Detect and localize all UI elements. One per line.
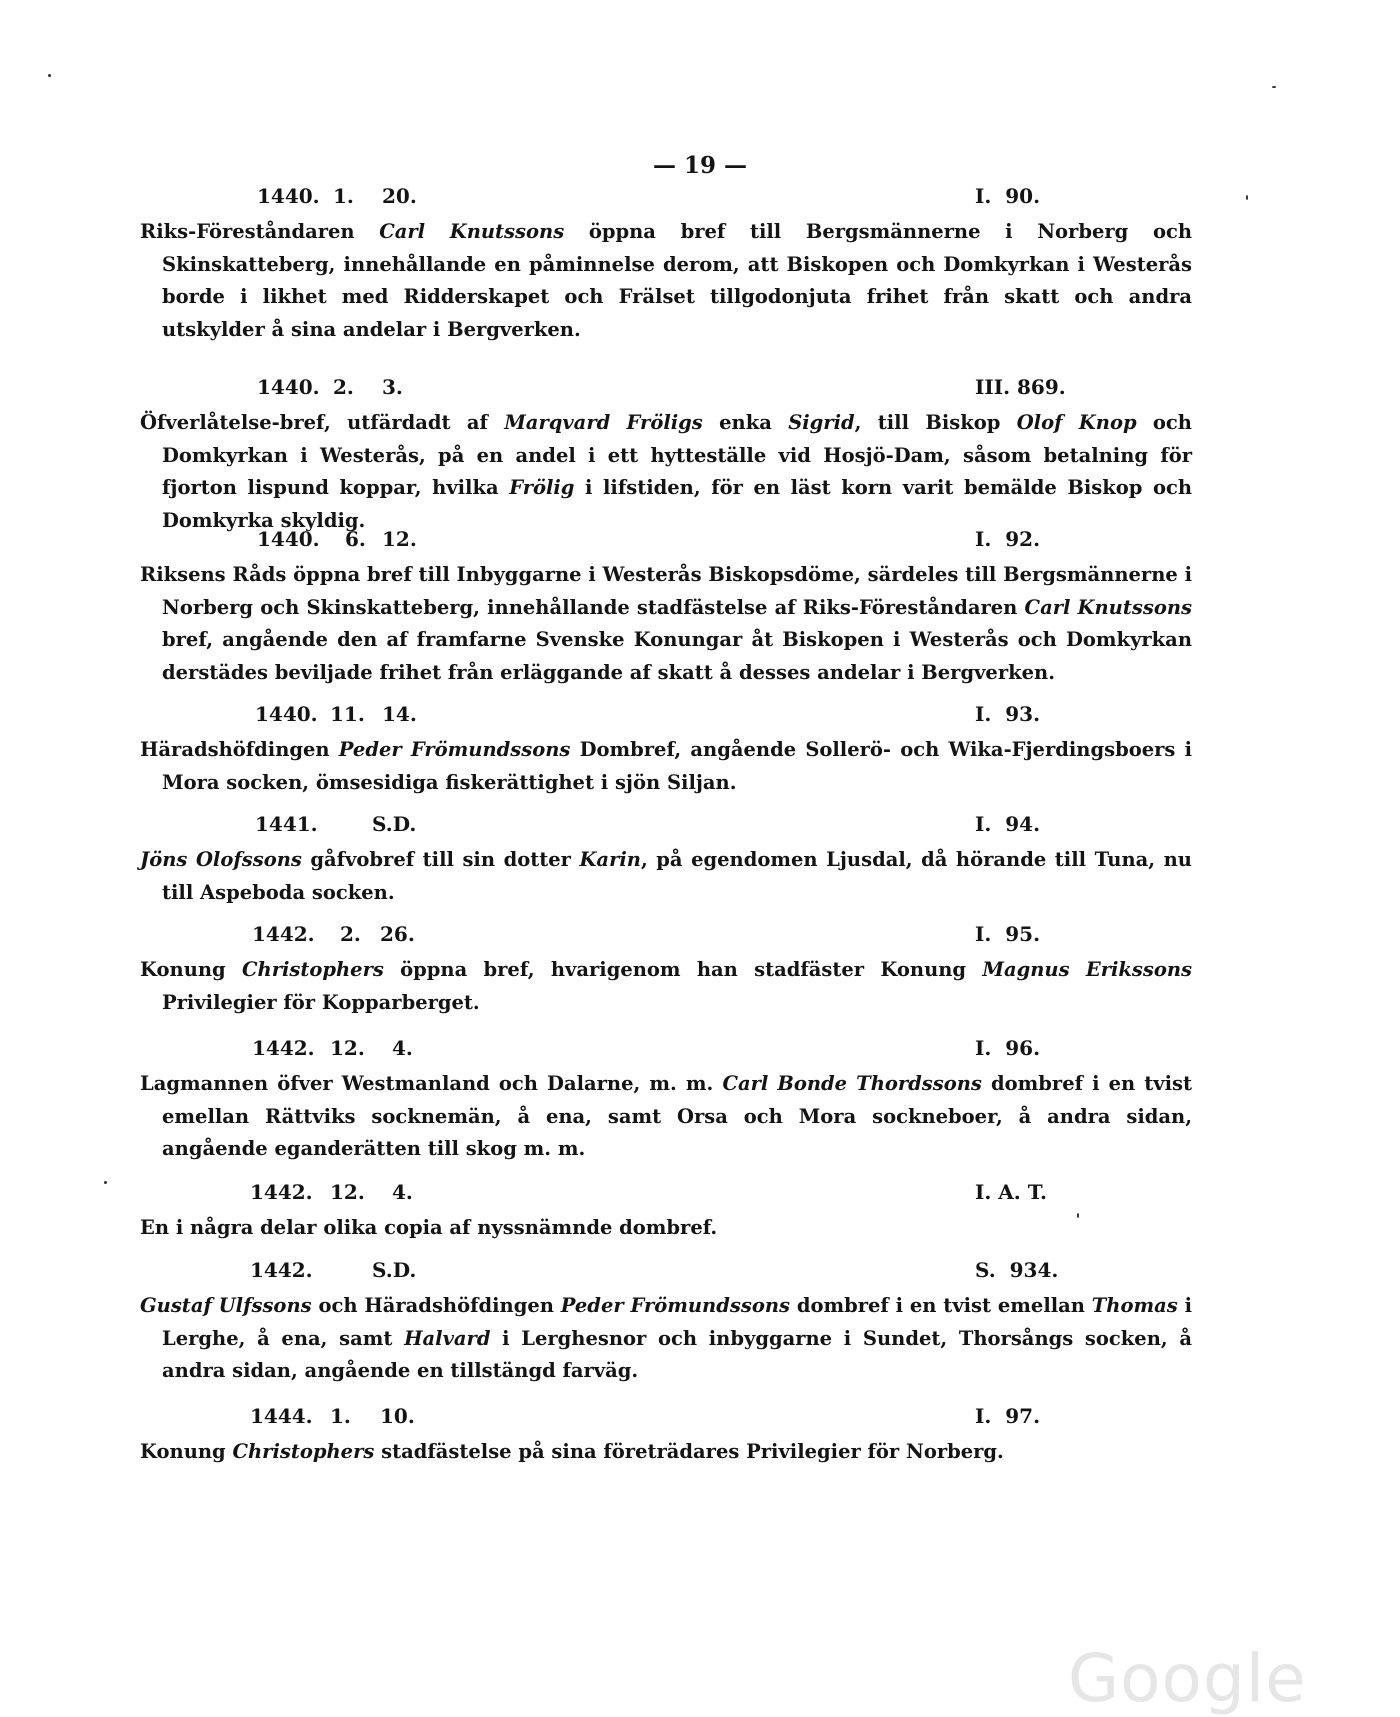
entry [0,922,1400,1019]
entry-year: 1442. [250,1180,313,1204]
entry-year: 1440. [257,527,320,551]
scan-speck [1272,86,1276,88]
google-watermark: Google [1068,1640,1307,1717]
entry-reference: I. 95. [975,922,1041,946]
entry-day: 4. [392,1180,413,1204]
entry-reference: I. 96. [975,1036,1041,1060]
entry-date [0,527,1400,559]
page-number: — 19 — [652,152,748,179]
entry-day: 4. [392,1036,413,1060]
entry-description: Gustaf Ulfssons och Häradshöfdingen Peder Frömundssons dombref i en tvist emellan Thomas i Lerghe, å ena, samt Halvard i Lerghesnor och inbyggarne i Sundet, Thorsångs socken, å andra sidan, angående en tillstängd farväg. [140,1294,1193,1382]
entry-description: Riksens Råds öppna bref till Inbyggarne i Westerås Biskopsdöme, särdeles till Bergsmännerne i Norberg och Skinskatteberg, innehållande stadfästelse af Riks-Föreståndaren Carl Knutssons bref, angående den af framfarne Svenske Konungar åt Biskopen i Westerås och Domkyrkan derstädes beviljade frihet från erläggande af skatt å desses andelar i Bergverken. [140,563,1192,684]
entry-date [0,1404,1400,1436]
entry-reference: S. 934. [975,1258,1059,1282]
entry [0,702,1400,799]
entry [0,1036,1400,1166]
entry-reference: I. 94. [975,812,1041,836]
entry-description: Jöns Olofssons gåfvobref till sin dotter Karin, på egendomen Ljusdal, då hörande till Tuna, nu till Aspeboda socken. [140,848,1192,904]
entry-day: 3. [382,375,403,399]
entry-month: 11. [330,702,365,726]
entry-month: 12. [330,1180,365,1204]
entry-month: 6. [345,527,366,551]
entry-month: S.D. [372,1258,417,1282]
scan-speck [48,74,51,77]
entry-day: 12. [382,527,417,551]
entry-date [0,1258,1400,1290]
entry-year: 1442. [250,1258,313,1282]
entry [0,812,1400,909]
entry-date [0,1036,1400,1068]
entry-year: 1442. [252,1036,315,1060]
entry-reference: I. 92. [975,527,1041,551]
entry-year: 1440. [257,375,320,399]
entry-reference: I. 90. [975,184,1041,208]
entry-year: 1444. [250,1404,313,1428]
entry-reference: I. 93. [975,702,1041,726]
scan-speck [1077,1213,1079,1218]
entry-year: 1441. [255,812,318,836]
entry-year: 1440. [255,702,318,726]
entry-description: Häradshöfdingen Peder Frömundssons Dombref, angående Sollerö- och Wika-Fjerdingsboers i Mora socken, ömsesidiga fiskerättighet i sjön Siljan. [140,738,1192,794]
entry-description: Konung Christophers öppna bref, hvarigenom han stadfäster Konung Magnus Erikssons Privilegier för Kopparberget. [140,958,1193,1014]
entry-day: 26. [380,922,415,946]
entry [0,375,1400,537]
entry-description: Lagmannen öfver Westmanland och Dalarne, m. m. Carl Bonde Thordssons dombref i en tvist emellan Rättviks socknemän, å ena, samt Orsa och Mora sockneboer, å andra sidan, angående eganderätten till skog m. m. [140,1072,1193,1160]
entry [0,1180,1400,1245]
entry-day: 10. [380,1404,415,1428]
entry [0,184,1400,346]
entry-description: Konung Christophers stadfästelse på sina företrädares Privilegier för Norberg. [140,1440,1004,1463]
entry-reference: III. 869. [975,375,1066,399]
entry [0,1404,1400,1469]
entry-month: 2. [340,922,361,946]
entry-date [0,1180,1400,1212]
entry-day: 20. [382,184,417,208]
entry-date [0,812,1400,844]
entry-day: 14. [382,702,417,726]
entry [0,527,1400,689]
entry-date [0,922,1400,954]
entry-reference: I. 97. [975,1404,1041,1428]
entry-month: S.D. [372,812,417,836]
entry-description: Riks-Föreståndaren Carl Knutssons öppna bref till Bergsmännerne i Norberg och Skinskatteberg, innehållande en påminnelse derom, att Biskopen och Domkyrkan i Westerås borde i likhet med Ridderskapet och Frälset tillgodonjuta frihet från skatt och andra utskylder å sina andelar i Bergverken. [140,220,1193,341]
entry-month: 1. [333,184,354,208]
entry-date [0,702,1400,734]
entry-month: 1. [330,1404,351,1428]
scan-speck [1246,195,1248,200]
entry-month: 12. [330,1036,365,1060]
entry [0,1258,1400,1388]
entry-month: 2. [333,375,354,399]
scan-speck [104,1181,107,1184]
entry-reference: I. A. T. [975,1180,1047,1204]
entry-description: Öfverlåtelse-bref, utfärdadt af Marqvard Fröligs enka Sigrid, till Biskop Olof Knop och Domkyrkan i Westerås, på en andel i ett hytteställe vid Hosjö-Dam, såsom betalning för fjorton lispund koppar, hvilka Frölig i lifstiden, för en läst korn varit bemälde Biskop och Domkyrka skyldig. [140,411,1193,532]
entry-year: 1442. [252,922,315,946]
entry-year: 1440. [257,184,320,208]
entry-description: En i några delar olika copia af nyssnämnde dombref. [140,1216,718,1239]
entry-date [0,184,1400,216]
entry-date [0,375,1400,407]
